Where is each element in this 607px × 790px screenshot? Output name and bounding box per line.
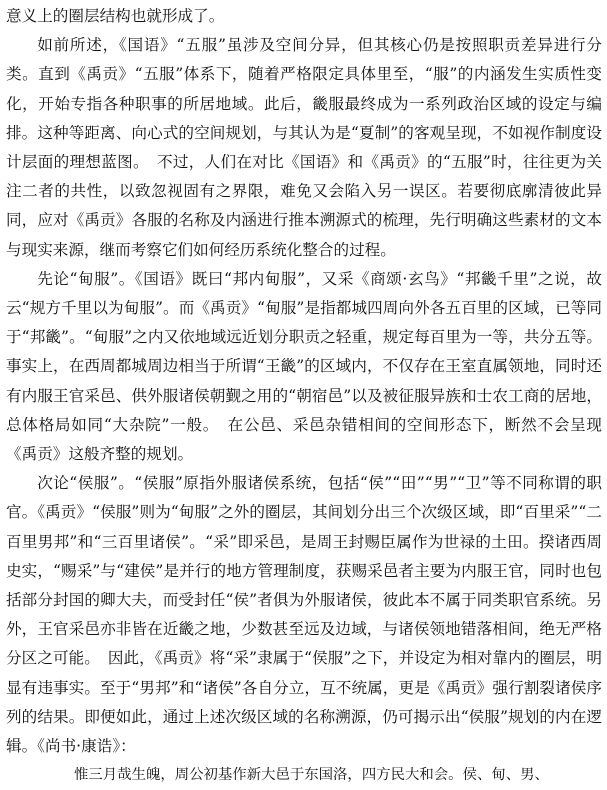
- paragraph-2: 如前所述，《国语》“五服”虽涉及空间分异，但其核心仍是按照职贡差异进行分类。直到《禹贡》“五服”体系下，随着严格限定具体里至，“服”的内涵发生实质性变化，开始专指各种职事的所居地域。此后，畿服最终成为一系列政治区域的设定与编排。这种等距离、向心式的空间规划，与其认为是“夏制”的客观呈现，不如视作制度设计层面的理想蓝图。 不过，人们在对比《国语》和《禹贡》的“五服”时，往往更为关注二者的共性，以致忽视固有之界限，难免又会陷入另一误区。若要彻底廓清彼此异同，应对《禹贡》各服的名称及内涵进行推本溯源式的梳理，先行明确这些素材的文本与现实来源，继而考察它们如何经历系统化整合的过程。: [6, 36, 602, 259]
- block-quote: 惟三月哉生魄，周公初基作新大邑于东国洛，四方民大和会。侯、甸、男、: [74, 767, 549, 784]
- document-page: [6, 2, 602, 790]
- paragraph-3: 先论“甸服”。《国语》既曰“邦内甸服”，又采《商颂·玄鸟》“邦畿千里”之说，故云“规方千里以为甸服”。而《禹贡》“甸服”是指都城四周向外各五百里的区域，已等同于“邦畿”。“甸服”之内又依地域远近划分职贡之轻重，规定每百里为一等，共分五等。事实上，在西周都城周边相当于所谓“王畿”的区域内，不仅存在王室直属领地，同时还有内服王官采邑、供外服诸侯朝觐之用的“朝宿邑”以及被征服异族和士农工商的居地，总体格局如同“大杂院”一般。 在公邑、采邑杂错相间的空间形态下，断然不会呈现《禹贡》这般齐整的规划。: [6, 269, 602, 464]
- paragraph-4: 次论“侯服”。“侯服”原指外服诸侯系统，包括“侯”“田”“男”“卫”等不同称谓的职官。《禹贡》“侯服”则为“甸服”之外的圈层，其间划分出三个次级区域，即“百里采”“二百里男邦”和“三百里诸侯”。“采”即采邑，是周王封赐臣属作为世禄的土田。揆诸西周史实，“赐采”与“建侯”是并行的地方管理制度，获赐采邑者主要为内服王官，同时也包括部分封国的卿大夫，而受封任“侯”者俱为外服诸侯，彼此本不属于同类职官系统。另外，王官采邑亦非皆在近畿之地，少数甚至远及边域，与诸侯领地错落相间，绝无严格分区之可能。 因此，《禹贡》将“采”隶属于“侯服”之下，并设定为相对靠内的圈层，明显有违事实。至于“男邦”和“诸侯”各自分立，互不统属，更是《禹贡》强行割裂诸侯序列的结果。即便如此，通过上述次级区域的名称溯源，仍可揭示出“侯服”规划的内在逻辑。《尚书·康诰》：: [6, 474, 602, 756]
- paragraph-1: 意义上的圈层结构也就形成了。: [6, 7, 225, 25]
